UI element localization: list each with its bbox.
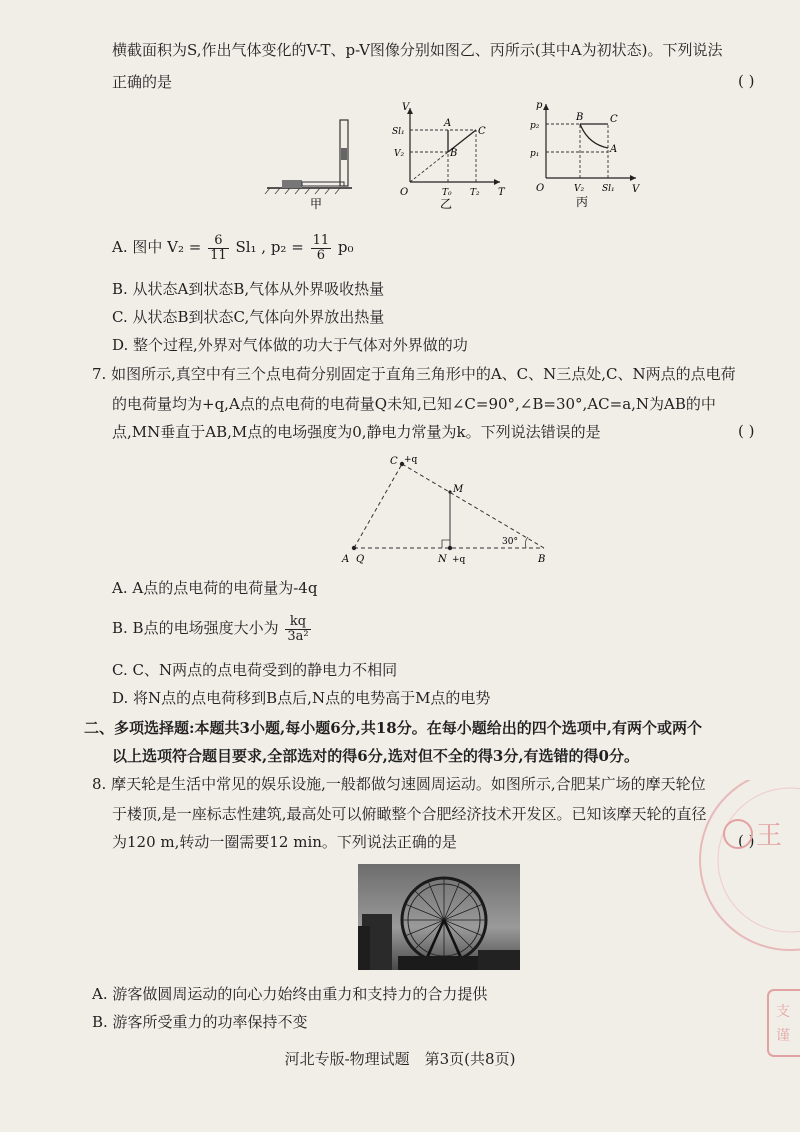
svg-text:V: V [402, 102, 410, 113]
svg-text:O: O [400, 187, 409, 198]
q8-answer-paren: ( ) [738, 832, 755, 850]
q8-option-b: B. 游客所受重力的功率保持不变 [92, 1013, 308, 1031]
ferris-wheel-photo [358, 864, 520, 970]
svg-text:T: T [498, 187, 505, 198]
svg-text:支: 支 [776, 1004, 790, 1020]
label-yi: 乙 [440, 197, 453, 210]
q6-intro-line2: 正确的是 [112, 73, 173, 91]
svg-text:N: N [438, 554, 447, 565]
q7-stem-line2: 的电荷量均为+q,A点的点电荷的电荷量Q未知,已知∠C=90°,∠B=30°,AC=a,N为AB的中 [112, 395, 716, 413]
q7-option-c: C. C、N两点的点电荷受到的静电力不相同 [112, 661, 398, 679]
svg-text:C: C [390, 456, 398, 467]
q6-option-c: C. 从状态B到状态C,气体向外界放出热量 [112, 308, 385, 326]
svg-text:Sl₁: Sl₁ [602, 184, 615, 194]
svg-text:p₁: p₁ [530, 149, 540, 159]
q8-option-a: A. 游客做圆周运动的向心力始终由重力和支持力的合力提供 [92, 985, 488, 1003]
q7-option-a: A. A点的点电荷的电荷量为-4q [112, 579, 318, 597]
svg-text:B: B [576, 112, 584, 123]
q6-option-a-fraction-1: $\frac{6}{11}$ [210, 232, 227, 263]
svg-text:C: C [610, 114, 618, 125]
svg-text:C: C [478, 126, 486, 137]
q7-stem-line1: 7. 如图所示,真空中有三个点电荷分别固定于直角三角形中的A、C、N三点处,C、N两点的点电荷 [92, 365, 736, 383]
section2-header-line1: 二、多项选择题:本题共3小题,每小题6分,共18分。在每小题给出的四个选项中,有两个或两个 [84, 719, 702, 737]
q7-stem-line3: 点,MN垂直于AB,M点的电场强度为0,静电力常量为k。下列说法错误的是 [112, 423, 601, 441]
figure-bing-pv-graph [528, 98, 648, 210]
svg-text:p: p [536, 100, 543, 111]
svg-text:+q: +q [452, 555, 466, 565]
svg-text:Q: Q [356, 554, 365, 565]
q8-stem-line2: 于楼顶,是一座标志性建筑,最高处可以俯瞰整个合肥经济技术开发区。已知该摩天轮的直径 [112, 805, 707, 823]
figure-yi-vt-graph [390, 100, 510, 210]
svg-text:V₂: V₂ [394, 149, 405, 159]
q6-option-a-fraction-2: $\frac{11}{6}$ [312, 232, 330, 263]
q7-triangle-figure [330, 450, 560, 568]
q7-option-d: D. 将N点的点电荷移到B点后,N点的电势高于M点的电势 [112, 689, 491, 707]
svg-text:p₂: p₂ [530, 121, 540, 131]
svg-text:T₂: T₂ [470, 188, 480, 198]
q6-option-d: D. 整个过程,外界对气体做的功大于气体对外界做的功 [112, 336, 468, 354]
svg-text:A: A [342, 554, 350, 565]
svg-text:谨: 谨 [776, 1028, 790, 1044]
svg-text:V₂: V₂ [574, 184, 585, 194]
q7-option-b-fraction: $\frac{kq}{\text{3a²}}$ [287, 613, 309, 644]
svg-text:王: 王 [756, 821, 783, 851]
svg-text:V: V [632, 184, 640, 195]
page-footer: 河北专版-物理试题 第3页(共8页) [284, 1050, 516, 1068]
label-bing: 丙 [576, 195, 589, 209]
svg-text:A: A [444, 118, 452, 129]
q8-stem-line3: 为120 m,转动一圈需要12 min。下列说法正确的是 [112, 833, 457, 851]
q6-option-b: B. 从状态A到状态B,气体从外界吸收热量 [112, 280, 385, 298]
section2-header-line2: 以上选项符合题目要求,全部选对的得6分,选对但不全的得3分,有选错的得0分。 [112, 747, 639, 765]
q8-stem-line1: 8. 摩天轮是生活中常见的娱乐设施,一般都做匀速圆周运动。如图所示,合肥某广场的摩天轮位 [92, 775, 706, 793]
svg-text:A: A [610, 144, 618, 155]
svg-text:+q: +q [404, 455, 418, 465]
svg-text:T₀: T₀ [442, 188, 452, 198]
q7-option-b: B. B点的电场强度大小为 $\frac{kq}{\text{3a²}}$ [112, 613, 309, 644]
q6-intro-line1: 横截面积为S,作出气体变化的V-T、p-V图像分别如图乙、丙所示(其中A为初状态)。下列说法 [112, 41, 723, 59]
q6-answer-paren: ( ) [738, 72, 755, 90]
figure-jia [262, 110, 372, 210]
svg-text:30°: 30° [502, 537, 518, 547]
svg-text:Sl₁: Sl₁ [392, 127, 405, 137]
q6-option-a: A. 图中 V₂ = $\frac{6}{11}$ Sl₁ , p₂ = $\frac{11}{6}$ p₀ [112, 232, 354, 263]
red-seal-stamp [640, 780, 800, 1070]
q7-answer-paren: ( ) [738, 422, 755, 440]
svg-text:B: B [538, 554, 546, 565]
svg-text:O: O [536, 183, 545, 194]
label-jia: 甲 [310, 197, 323, 210]
svg-text:B: B [450, 148, 458, 159]
svg-text:M: M [453, 484, 464, 495]
